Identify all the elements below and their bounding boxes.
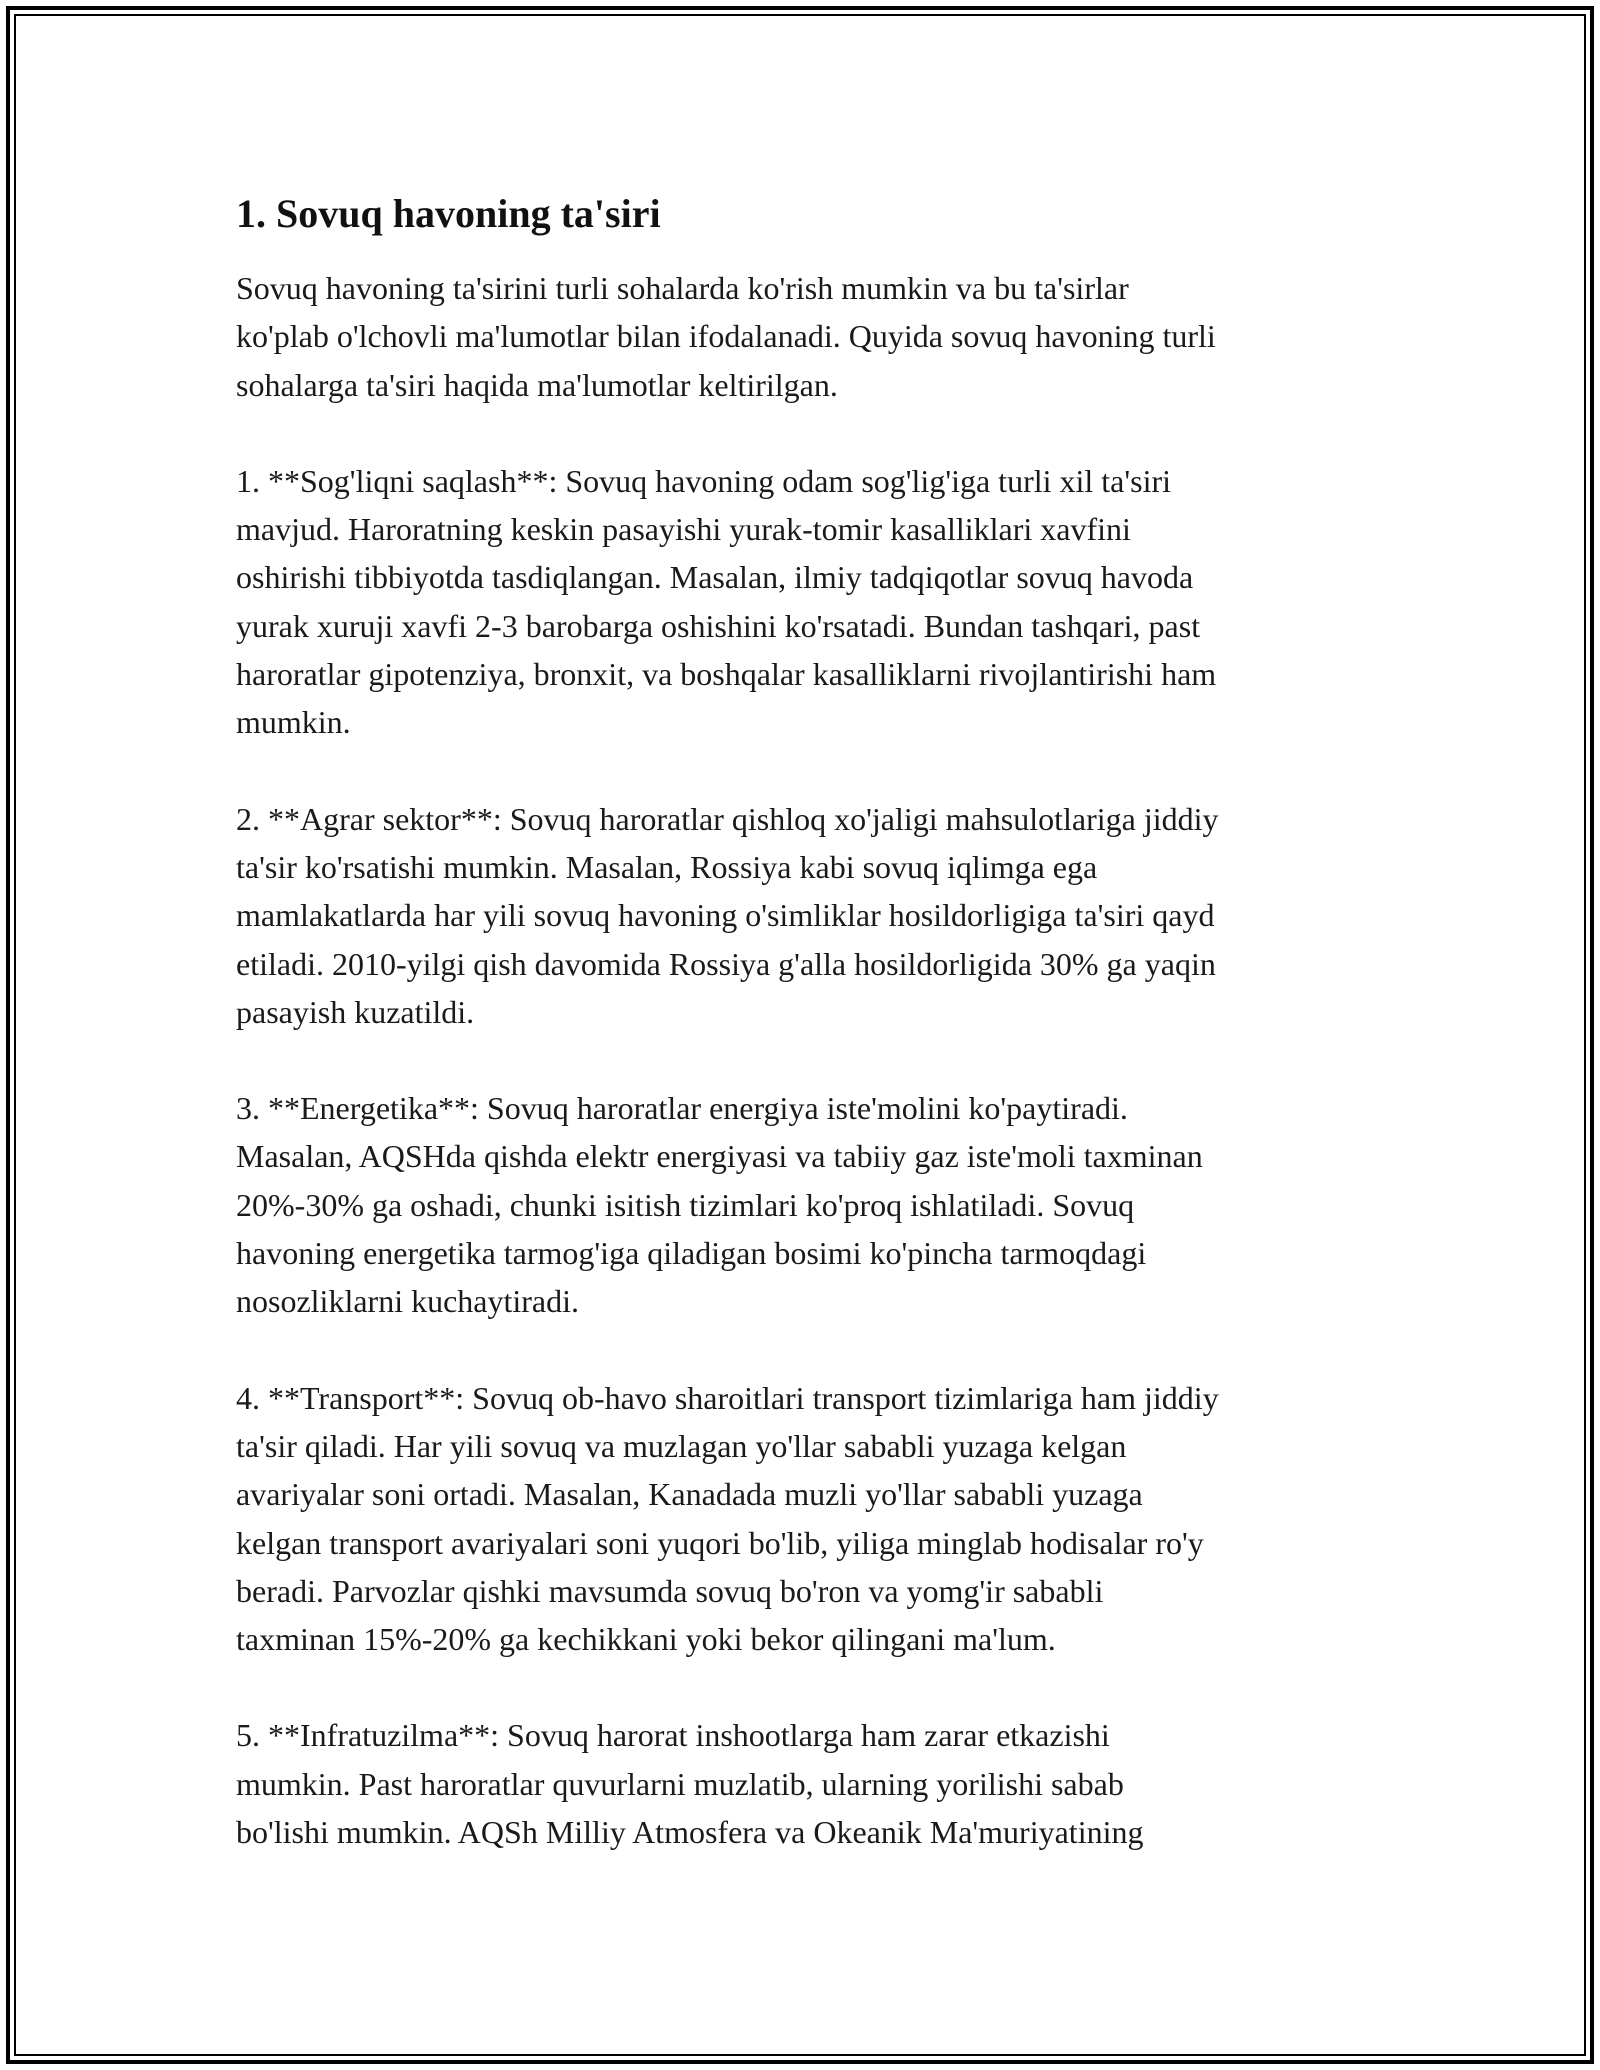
paragraph-infrastructure: 5. **Infratuzilma**: Sovuq harorat inshootlarga ham zarar etkazishi mumkin. Past haroratlar quvurlarni muzlatib, ularning yorilishi sabab bo'lishi mumkin. AQSh Milliy Atmosfera va Okeanik Ma'muriyatining xyxy=(236,1717,1144,1851)
paragraph-transport: 4. **Transport**: Sovuq ob-havo sharoitlari transport tizimlariga ham jiddiy ta'sir qiladi. Har yili sovuq va muzlagan yo'llar sababli yuzaga kelgan avariyalar soni ortadi. Masalan, Kanadada muzli yo'llar sababli yuzaga kelgan transport avariyalari soni yuqori bo'lib, yiliga minglab hodisalar ro'y beradi. Parvozlar qishki mavsumda sovuq bo'ron va yomg'ir sababli taxminan 15%-20% ga kechikkani yoki bekor qilingani ma'lum. xyxy=(236,1379,1219,1658)
paragraph-health: 1. **Sog'liqni saqlash**: Sovuq havoning odam sog'lig'iga turli xil ta'siri mavjud. Haroratning keskin pasayishi yurak-tomir kasalliklari xavfini oshirishi tibbiyotda tasdiqlangan. Masalan, ilmiy tadqiqotlar sovuq havoda yurak xuruji xavfi 2-3 barobarga oshishini ko'rsatadi. Bundan tashqari, past haroratlar gipotenziya, bronxit, va boshqalar kasalliklarni rivojlantirishi ham mumkin. xyxy=(236,462,1217,741)
document-body xyxy=(236,186,1376,1904)
paragraph-agriculture: 2. **Agrar sektor**: Sovuq haroratlar qishloq xo'jaligi mahsulotlariga jiddiy ta'sir ko'rsatishi mumkin. Masalan, Rossiya kabi sovuq iqlimga ega mamlakatlarda har yili sovuq havoning o'simliklar hosildorligiga ta'siri qayd etiladi. 2010-yilgi qish davomida Rossiya g'alla hosildorligida 30% ga yaqin pasayish kuzatildi. xyxy=(236,800,1219,1030)
intro-paragraph: Sovuq havoning ta'sirini turli sohalarda ko'rish mumkin va bu ta'sirlar ko'plab o'lchovli ma'lumotlar bilan ifodalanadi. Quyida sovuq havoning turli sohalarga ta'siri haqida ma'lumotlar keltirilgan. xyxy=(236,270,1216,403)
paragraph-energy: 3. **Energetika**: Sovuq haroratlar energiya iste'molini ko'paytiradi. Masalan, AQSHda qishda elektr energiyasi va tabiiy gaz iste'moli taxminan 20%-30% ga oshadi, chunki isitish tizimlari ko'proq ishlatiladi. Sovuq havoning energetika tarmog'iga qiladigan bosimi ko'pincha tarmoqdagi nosozliklarni kuchaytiradi. xyxy=(236,1090,1203,1320)
section-title: 1. Sovuq havoning ta'siri xyxy=(236,191,661,236)
